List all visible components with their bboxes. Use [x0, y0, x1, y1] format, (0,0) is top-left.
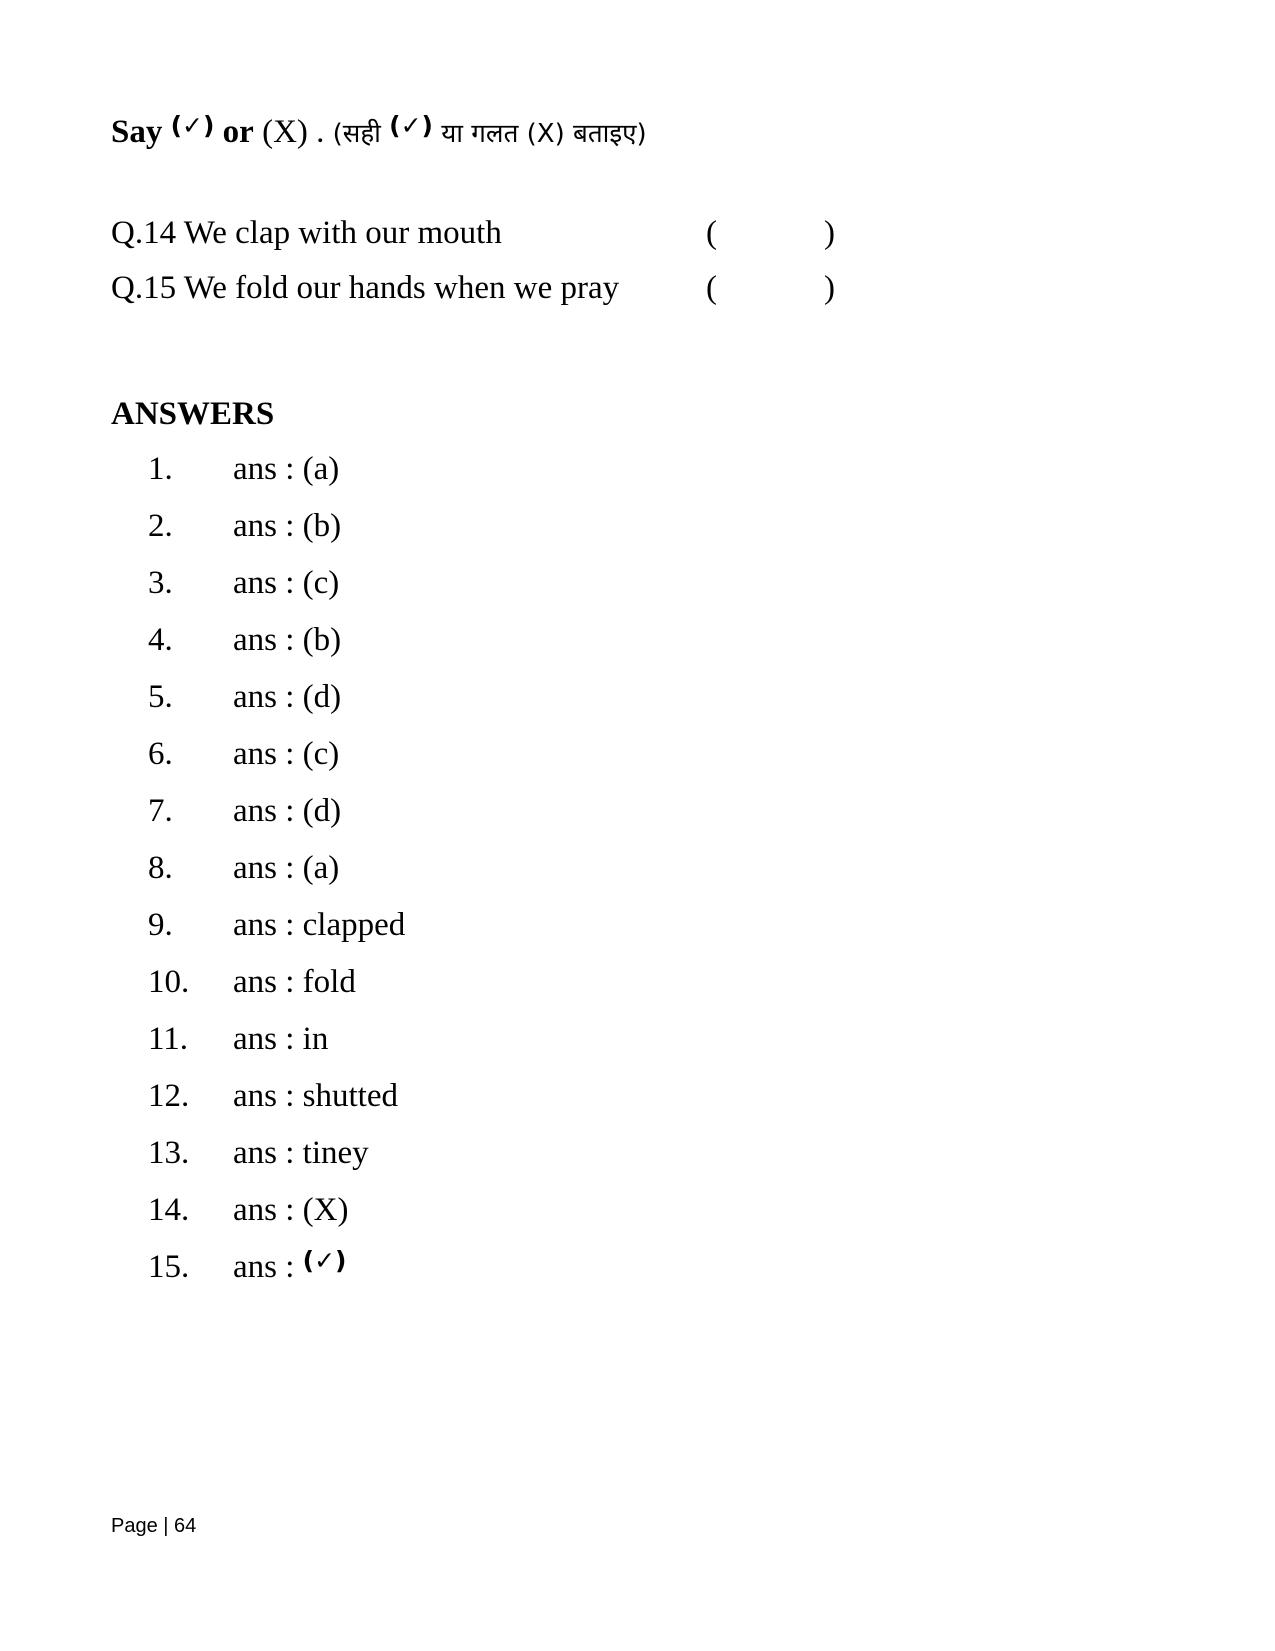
- answer-box-open-15: (: [706, 270, 717, 306]
- instruction-say: Say: [111, 114, 163, 150]
- answer-number: 12.: [148, 1078, 190, 1114]
- answer-number: 7.: [148, 793, 173, 829]
- instruction-heading: [111, 110, 647, 156]
- answer-number: 9.: [148, 907, 173, 943]
- answer-number: 11.: [148, 1021, 189, 1057]
- answer-box-close-15: ): [824, 270, 835, 306]
- instruction-cross: (X) .: [262, 114, 325, 150]
- page-number: Page | 64: [111, 1515, 197, 1537]
- answer-number: 2.: [148, 508, 173, 544]
- answer-text: ans : in: [233, 1021, 329, 1057]
- answer-number: 10.: [148, 964, 190, 1000]
- answer-text: ans : tiney: [233, 1135, 369, 1171]
- answer-number: 3.: [148, 565, 173, 601]
- answer-number: 4.: [148, 622, 173, 658]
- instruction-hindi-open: (सही: [332, 119, 381, 149]
- instruction-hindi-rest: या गलत (X) बताइए): [441, 119, 647, 149]
- answer-number: 14.: [148, 1192, 190, 1228]
- question-15: Q.15 We fold our hands when we pray: [111, 270, 620, 306]
- answer-text: ans : (b): [233, 622, 342, 658]
- answer-text: ans : shutted: [233, 1078, 398, 1114]
- answer-text: ans : (b): [233, 508, 342, 544]
- answer-label: ans :: [233, 1249, 295, 1285]
- answer-text: ans : (c): [233, 736, 340, 772]
- answer-number: 6.: [148, 736, 173, 772]
- instruction-or: or: [222, 114, 254, 150]
- answer-text: ans : (a): [233, 451, 340, 487]
- tick-icon: (✓): [389, 111, 433, 140]
- answer-text: [233, 1247, 346, 1289]
- question-14: Q.14 We clap with our mouth: [111, 215, 502, 251]
- answer-number: 15.: [148, 1249, 190, 1285]
- answer-box-close-14: ): [824, 215, 835, 251]
- answer-text: ans : (d): [233, 679, 342, 715]
- answers-heading: ANSWERS: [111, 396, 275, 432]
- answer-number: 13.: [148, 1135, 190, 1171]
- tick-icon: (✓): [302, 1246, 347, 1275]
- answer-text: ans : fold: [233, 964, 356, 1000]
- answer-box-open-14: (: [706, 215, 717, 251]
- tick-icon: (✓): [170, 111, 215, 140]
- answer-text: ans : clapped: [233, 907, 406, 943]
- answer-number: 8.: [148, 850, 173, 886]
- answer-text: ans : (d): [233, 793, 342, 829]
- answer-text: ans : (c): [233, 565, 340, 601]
- answer-text: ans : (a): [233, 850, 340, 886]
- answer-number: 1.: [148, 451, 173, 487]
- answer-number: 5.: [148, 679, 173, 715]
- answer-text: ans : (X): [233, 1192, 349, 1228]
